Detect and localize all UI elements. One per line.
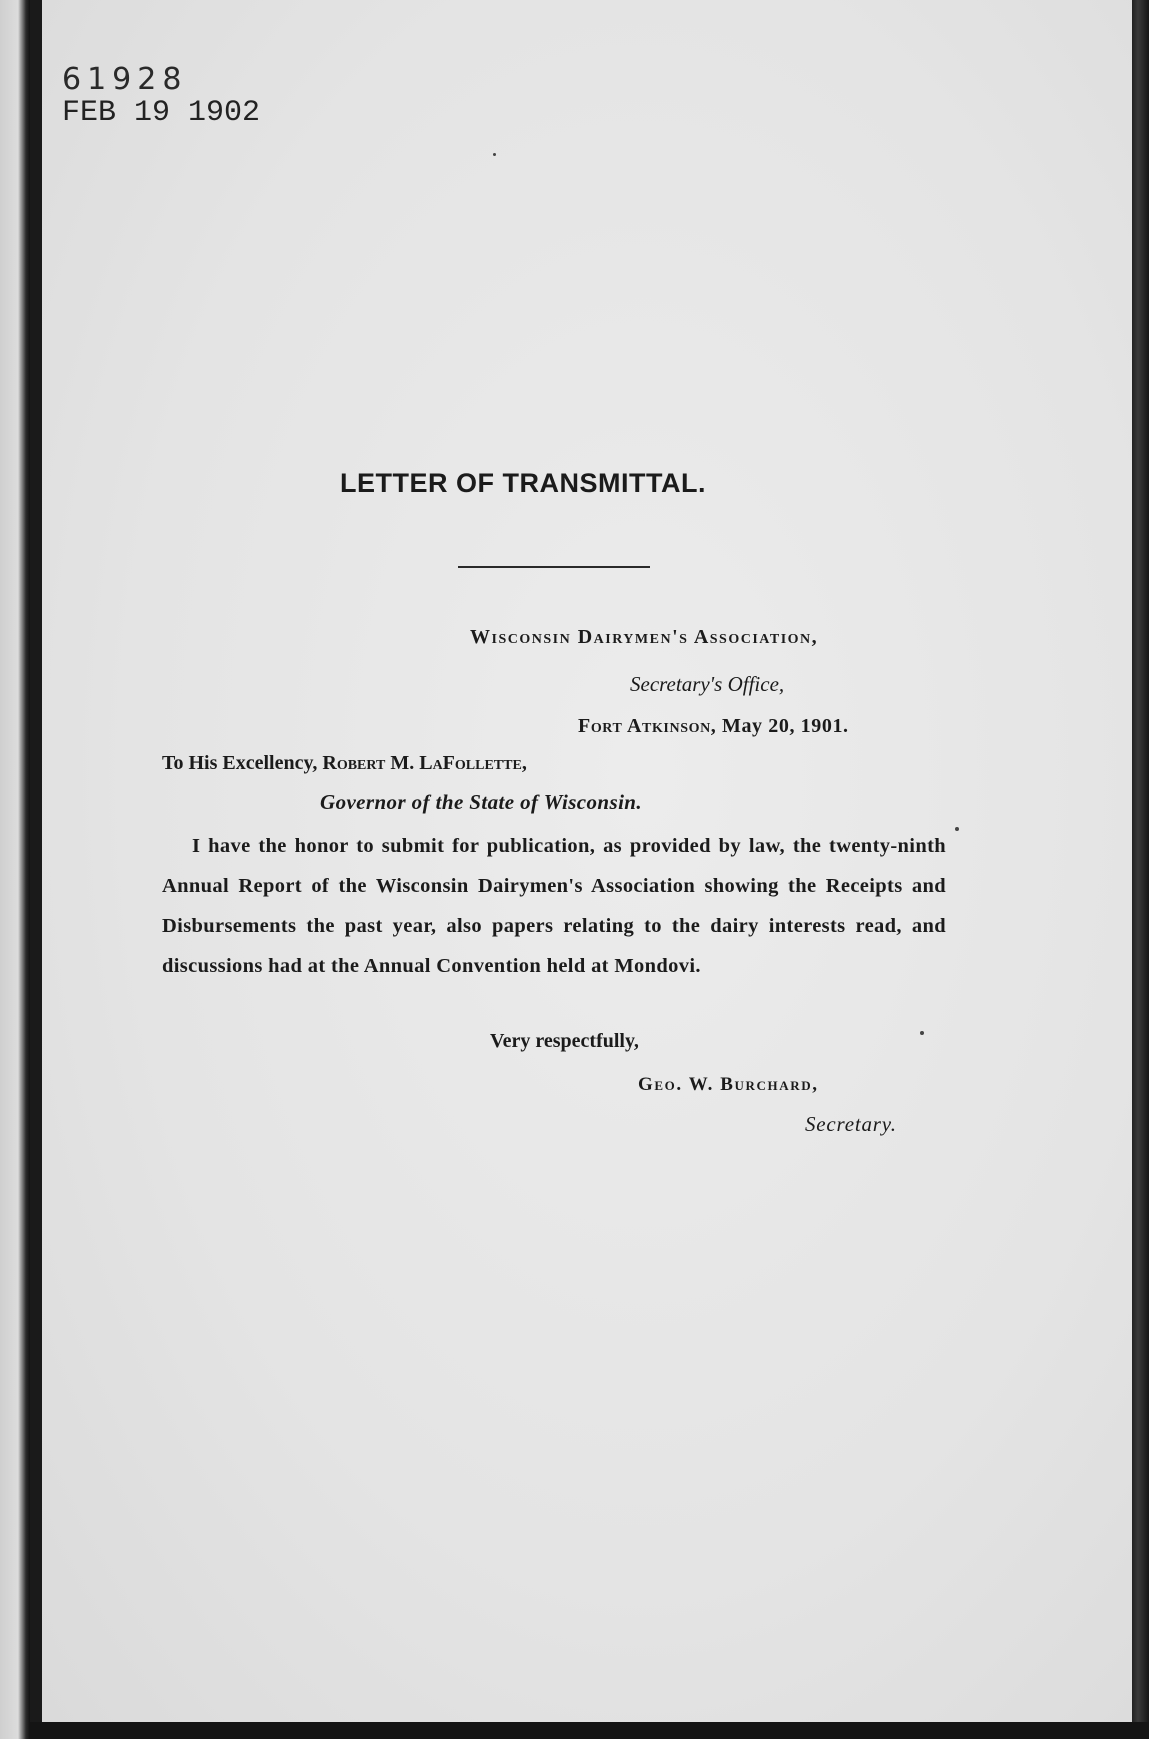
accession-number-stamp: 61928 (62, 62, 188, 97)
addressee-title: Governor of the State of Wisconsin. (320, 790, 643, 814)
right-page-edge (1132, 0, 1149, 1739)
bottom-page-edge (30, 1722, 1149, 1739)
specks (920, 1031, 924, 1035)
office-line: Secretary's Office, (630, 672, 785, 696)
place-date-line (578, 715, 849, 738)
addressee-suffix: , (521, 752, 527, 774)
letter-body: I have the honor to submit for publication, as provided by law, the twenty-ninth Annual Report of the Wisconsin Dairymen's Association showing the Receipts and Disbursements the past year, also papers relating to the dairy interests read, and discussions had at the Annual Convention held at Mondovi. (162, 835, 946, 977)
salutation-line (162, 752, 527, 775)
date-stamp: FEB 19 1902 (62, 96, 261, 130)
letter-date: , May 20, 1901. (710, 715, 849, 737)
closing-line: Very respectfully, (490, 1030, 639, 1052)
place-name: Fort Atkinson (578, 715, 711, 737)
binding-edge (0, 0, 30, 1739)
organization-line: Wisconsin Dairymen's Association, (470, 626, 819, 648)
specks (955, 827, 959, 831)
signature-name: Geo. W. Burchard, (638, 1074, 819, 1095)
salutation-prefix: To His Excellency, (162, 752, 323, 774)
page-title: LETTER OF TRANSMITTAL. (340, 468, 706, 498)
specks (493, 153, 496, 156)
title-rule (458, 566, 650, 568)
signature-title: Secretary. (805, 1112, 897, 1136)
addressee-name: Robert M. LaFollette (322, 752, 522, 774)
